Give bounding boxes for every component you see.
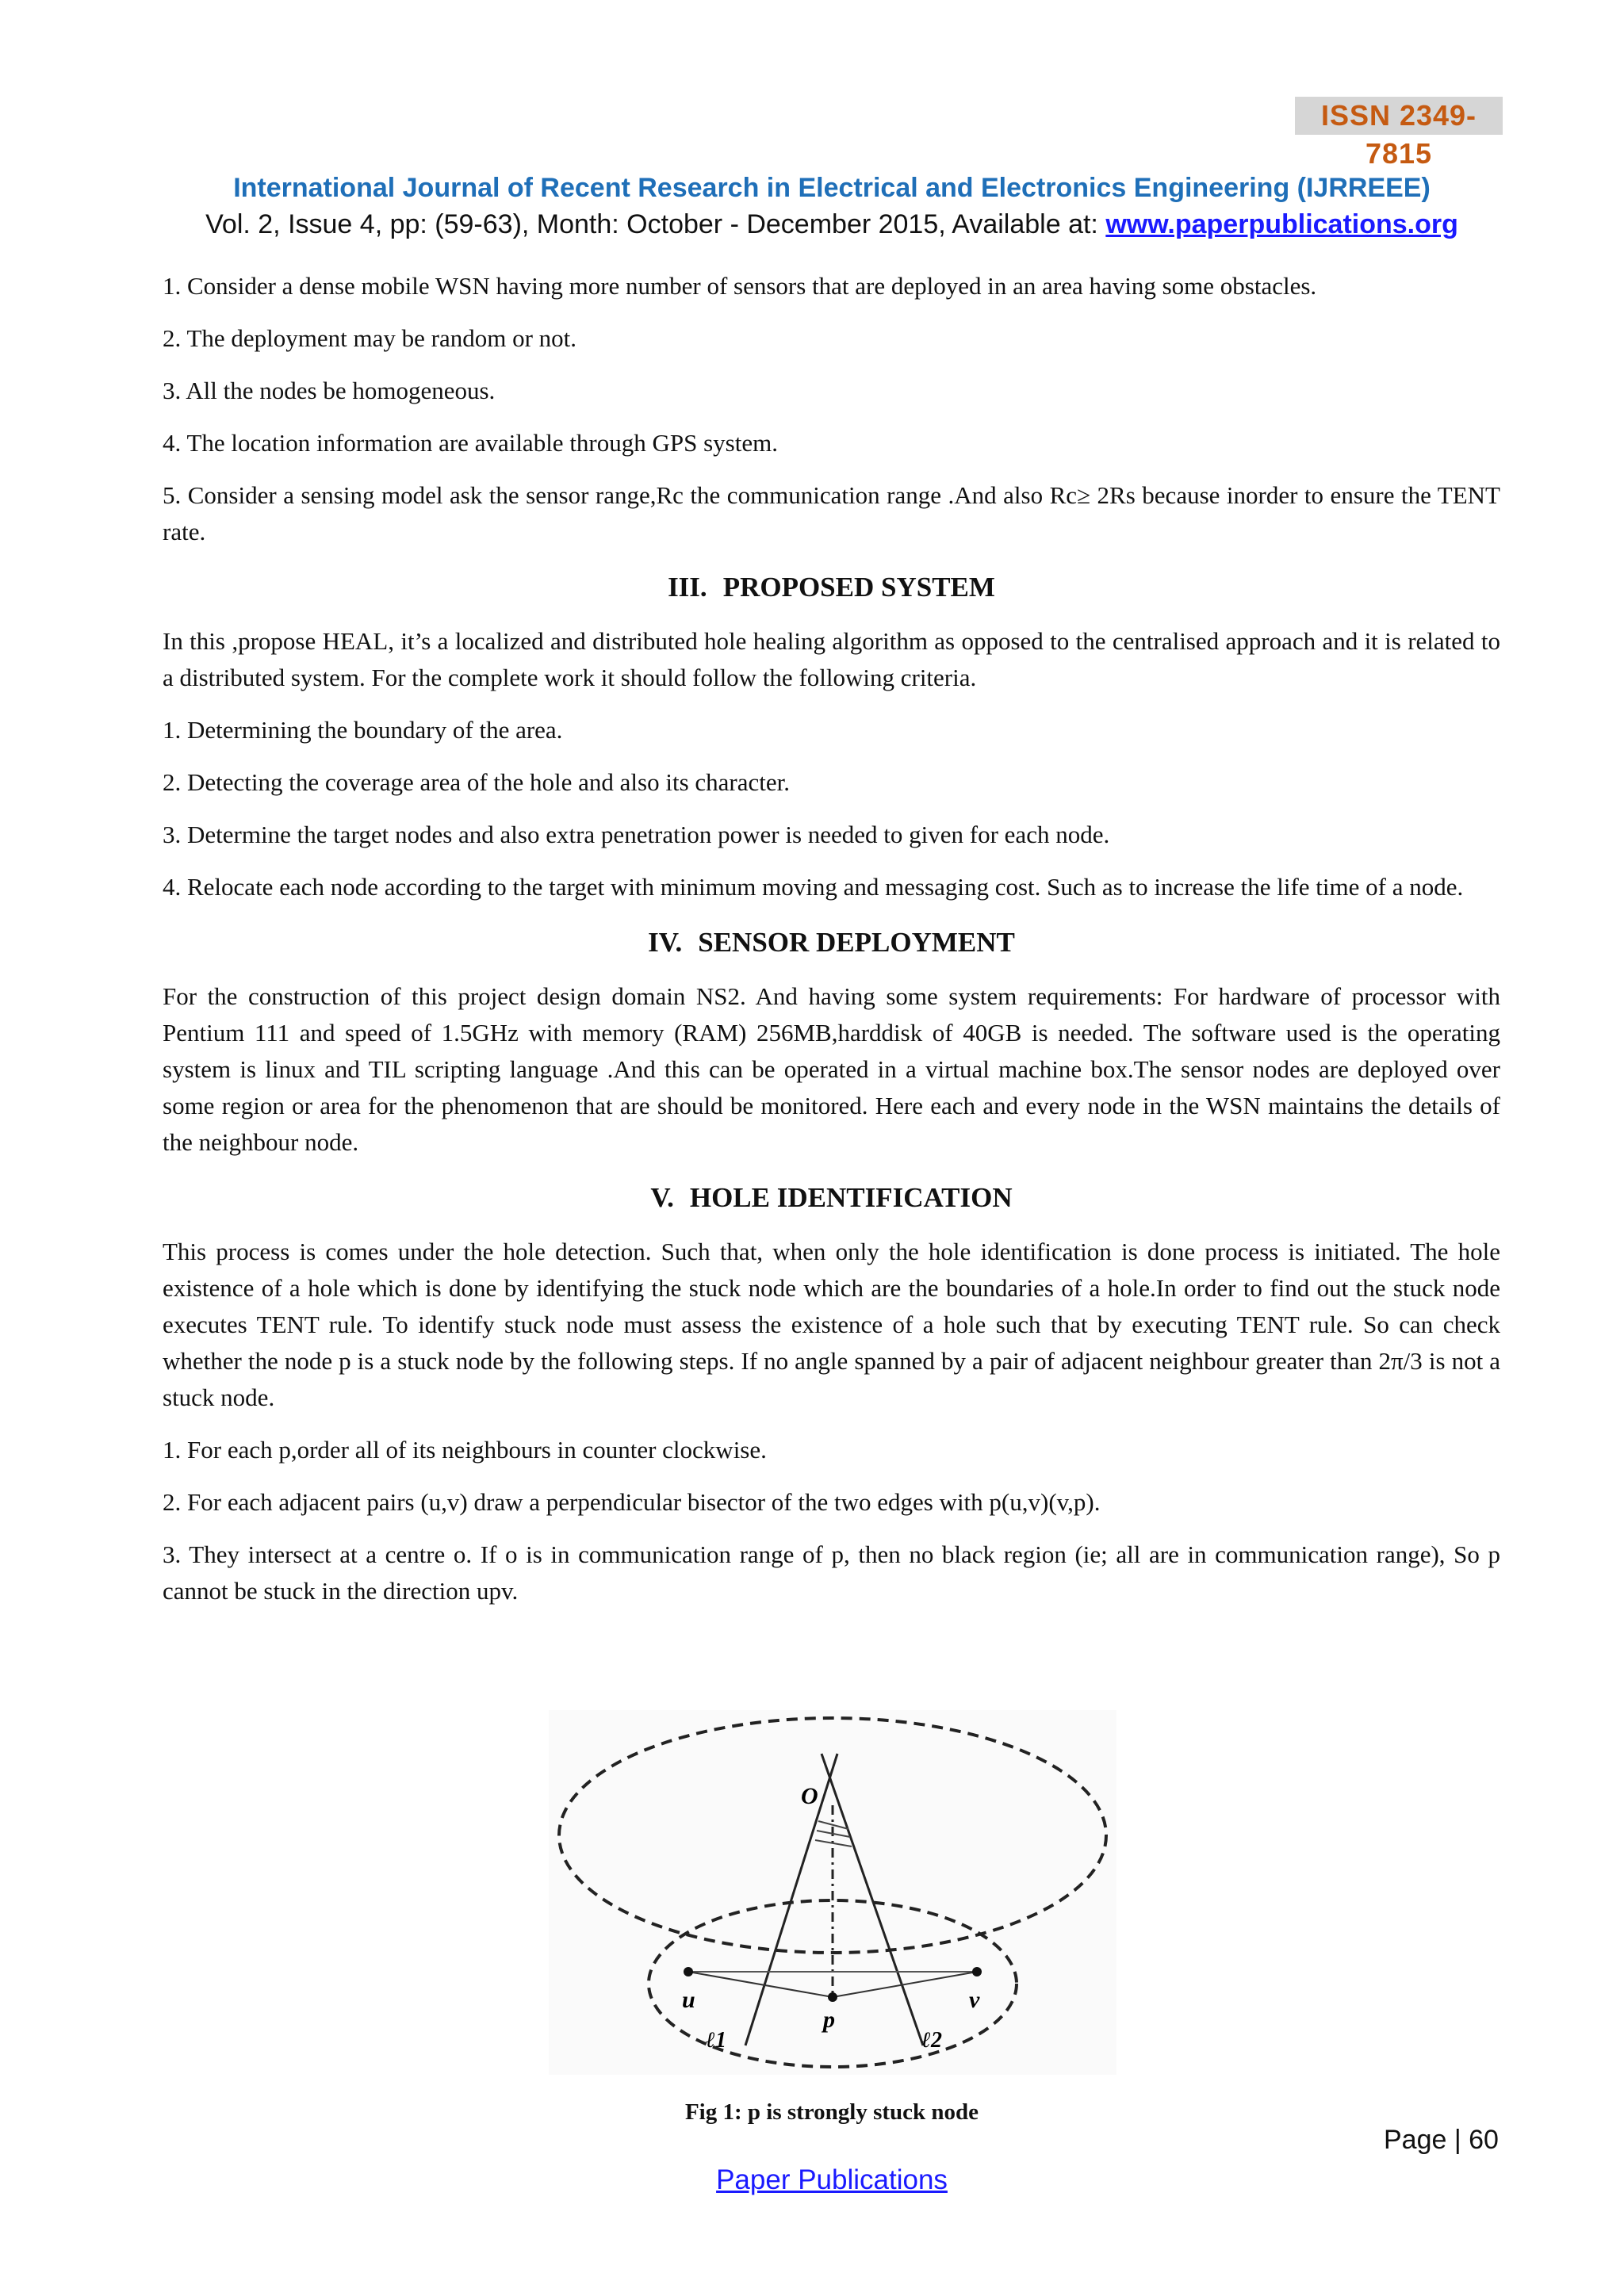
- node-u-dot: [684, 1967, 693, 1976]
- section-title: SENSOR DEPLOYMENT: [698, 927, 1015, 958]
- section-heading-proposed-system: [163, 569, 1500, 606]
- step-item: 1. For each p,order all of its neighbours in counter clockwise.: [163, 1436, 767, 1464]
- journal-title: International Journal of Recent Research in Electrical and Electronics Engineering (IJRREEE): [233, 173, 1431, 203]
- criteria-item: 1. Determining the boundary of the area.: [163, 716, 563, 744]
- label-p: p: [823, 2007, 835, 2033]
- section-heading-hole-identification: [163, 1180, 1500, 1216]
- section-title: PROPOSED SYSTEM: [722, 572, 995, 603]
- article-body: [163, 268, 1500, 1625]
- label-l1: ℓ1: [706, 2028, 726, 2053]
- section-number: III.: [668, 572, 707, 603]
- step-item: 2. For each adjacent pairs (u,v) draw a perpendicular bisector of the two edges with p(u,v)(v,p).: [163, 1488, 1101, 1516]
- publisher-footer: [0, 2164, 1624, 2196]
- issn-badge: ISSN 2349-7815: [1295, 97, 1503, 135]
- assumption-item: 1. Consider a dense mobile WSN having more number of sensors that are deployed in an area having some obstacles.: [163, 272, 1317, 300]
- volume-line: [0, 209, 1624, 240]
- assumption-item: 4. The location information are available through GPS system.: [163, 429, 778, 457]
- label-l2: ℓ2: [921, 2028, 942, 2053]
- label-u: u: [682, 1987, 695, 2013]
- page-number: Page | 60: [1384, 2125, 1499, 2155]
- assumption-item: 2. The deployment may be random or not.: [163, 324, 577, 352]
- label-v: v: [969, 1987, 980, 2013]
- section-title: HOLE IDENTIFICATION: [689, 1182, 1013, 1213]
- assumption-item: 5. Consider a sensing model ask the sensor range,Rc the communication range .And also Rc≥ 2Rs because inorder to ensure the TENT rate.: [163, 481, 1500, 545]
- paragraph: For the construction of this project design domain NS2. And having some system requirements: For hardware of processor with Pentium 111 and speed of 1.5GHz with memory (RAM) 256MB,harddisk of 40GB is needed. The software used is the operating system is linux and TIL scripting language .And this can be operated in a virtual machine box.The sensor nodes are deployed over some region or area for the phenomenon that are should be monitored. Here each and every node in the WSN maintains the details of the neighbour node.: [163, 982, 1500, 1156]
- stuck-node-figure: [549, 1710, 1116, 2075]
- step-item: 3. They intersect at a centre o. If o is in communication range of p, then no black region (ie; all are in communication range), So p cannot be stuck in the direction upv.: [163, 1540, 1500, 1605]
- section-number: V.: [650, 1182, 674, 1213]
- website-link[interactable]: www.paperpublications.org: [1105, 209, 1458, 239]
- criteria-item: 3. Determine the target nodes and also extra penetration power is needed to given for each node.: [163, 821, 1110, 848]
- node-p-dot: [828, 1992, 837, 2002]
- paragraph: This process is comes under the hole detection. Such that, when only the hole identification is done process is initiated. The hole existence of a hole which is done by identifying the stuck node which are the boundaries of a hole.In order to find out the stuck node executes TENT rule. To identify stuck node must assess the existence of a hole such that by executing TENT rule. So can check whether the node p is a stuck node by the following steps. If no angle spanned by a pair of adjacent neighbour greater than 2π/3 is not a stuck node.: [163, 1238, 1500, 1411]
- volume-info: Vol. 2, Issue 4, pp: (59-63), Month: October - December 2015, Available at:: [205, 209, 1106, 239]
- section-number: IV.: [648, 927, 683, 958]
- criteria-item: 4. Relocate each node according to the target with minimum moving and messaging cost. Such as to increase the life time of a node.: [163, 873, 1464, 901]
- label-o: O: [801, 1783, 818, 1809]
- assumption-item: 3. All the nodes be homogeneous.: [163, 377, 496, 404]
- paragraph: In this ,propose HEAL, it’s a localized and distributed hole healing algorithm as opposed to the centralised approach and it is related to a distributed system. For the complete work it should follow the following criteria.: [163, 627, 1500, 691]
- node-v-dot: [972, 1967, 982, 1976]
- publisher-link[interactable]: Paper Publications: [716, 2164, 948, 2195]
- criteria-item: 2. Detecting the coverage area of the hole and also its character.: [163, 768, 790, 796]
- section-heading-sensor-deployment: [163, 924, 1500, 961]
- figure-caption: Fig 1: p is strongly stuck node: [684, 2099, 979, 2125]
